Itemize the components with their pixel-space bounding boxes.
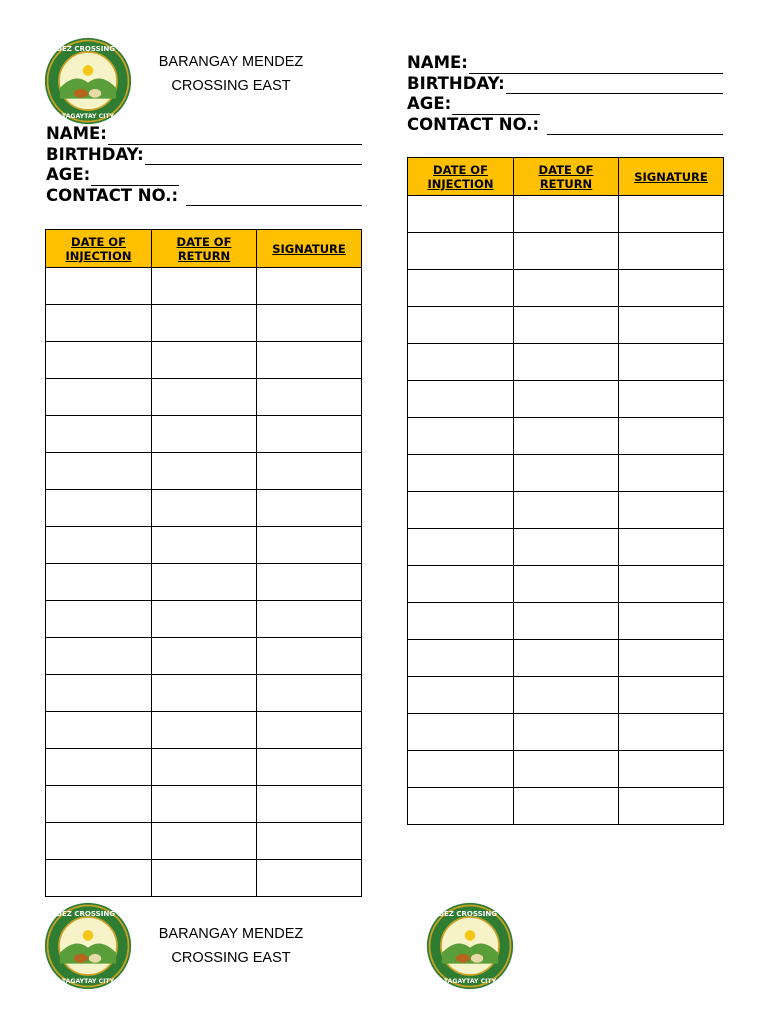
- date-of-injection-cell[interactable]: [408, 677, 514, 714]
- table-row: [46, 749, 362, 786]
- table-row: [408, 714, 724, 751]
- signature-cell[interactable]: [619, 233, 724, 270]
- date-of-injection-cell[interactable]: [408, 455, 514, 492]
- signature-cell[interactable]: [619, 455, 724, 492]
- date-of-return-cell[interactable]: [152, 601, 257, 638]
- table-row: [408, 529, 724, 566]
- table-row: [46, 305, 362, 342]
- signature-cell[interactable]: [257, 379, 362, 416]
- header-signature: SIGNATURE: [257, 230, 362, 268]
- barangay-line2: CROSSING EAST: [171, 78, 291, 94]
- date-of-injection-cell[interactable]: [46, 268, 152, 305]
- date-of-injection-cell[interactable]: [46, 527, 152, 564]
- seal-bottom-text: TAGAYTAY CITY: [443, 977, 497, 985]
- table-row: [46, 786, 362, 823]
- date-of-return-cell[interactable]: [514, 196, 619, 233]
- date-of-injection-cell[interactable]: [46, 342, 152, 379]
- seal-top-text: MENDEZ CROSSING EAST: [420, 909, 520, 919]
- table-row: [46, 416, 362, 453]
- barangay-seal-logo: [38, 902, 138, 990]
- table-row: [408, 418, 724, 455]
- name-label: NAME:: [407, 53, 468, 72]
- birthday-line[interactable]: [145, 149, 362, 165]
- date-of-return-cell[interactable]: [514, 418, 619, 455]
- date-of-return-cell[interactable]: [514, 270, 619, 307]
- name-label: NAME:: [46, 124, 107, 143]
- table-row: [408, 307, 724, 344]
- signature-cell[interactable]: [619, 640, 724, 677]
- name-line[interactable]: [469, 58, 723, 74]
- barangay-name: [146, 922, 316, 970]
- signature-cell[interactable]: [619, 788, 724, 825]
- date-of-return-cell[interactable]: [514, 566, 619, 603]
- seal-bottom-text: TAGAYTAY CITY: [61, 112, 115, 120]
- signature-cell[interactable]: [619, 677, 724, 714]
- signature-cell[interactable]: [257, 823, 362, 860]
- date-of-injection-cell[interactable]: [408, 788, 514, 825]
- date-of-injection-cell[interactable]: [46, 675, 152, 712]
- date-of-return-cell[interactable]: [514, 233, 619, 270]
- table-row: [408, 344, 724, 381]
- signature-cell[interactable]: [619, 566, 724, 603]
- table-row: [46, 490, 362, 527]
- injection-log-table-left: [45, 229, 362, 897]
- date-of-return-cell[interactable]: [514, 455, 619, 492]
- header-date-of-injection: DATE OF INJECTION: [408, 158, 514, 196]
- table-row: [408, 381, 724, 418]
- table-row: [46, 268, 362, 305]
- date-of-return-cell[interactable]: [152, 749, 257, 786]
- barangay-name: [146, 50, 316, 98]
- table-row: [408, 788, 724, 825]
- date-of-return-cell[interactable]: [152, 786, 257, 823]
- barangay-line1: BARANGAY MENDEZ: [158, 54, 304, 70]
- table-row: [408, 455, 724, 492]
- date-of-return-cell[interactable]: [514, 640, 619, 677]
- table-row: [408, 751, 724, 788]
- signature-cell[interactable]: [257, 527, 362, 564]
- barangay-line2: CROSSING EAST: [171, 950, 291, 966]
- table-row: [408, 640, 724, 677]
- barangay-line1: BARANGAY MENDEZ: [158, 926, 304, 942]
- header-date-of-return: DATE OF RETURN: [514, 158, 619, 196]
- date-of-return-cell[interactable]: [152, 823, 257, 860]
- birthday-line[interactable]: [506, 78, 723, 94]
- table-row: [46, 379, 362, 416]
- signature-cell[interactable]: [257, 453, 362, 490]
- contact-label: CONTACT NO.:: [46, 185, 179, 205]
- date-of-injection-cell[interactable]: [46, 601, 152, 638]
- header-date-of-return: DATE OF RETURN: [152, 230, 257, 268]
- date-of-injection-cell[interactable]: [408, 233, 514, 270]
- signature-cell[interactable]: [619, 492, 724, 529]
- table-row: [46, 823, 362, 860]
- date-of-return-cell[interactable]: [152, 379, 257, 416]
- signature-cell[interactable]: [257, 305, 362, 342]
- table-row: [408, 270, 724, 307]
- date-of-return-cell[interactable]: [152, 453, 257, 490]
- date-of-return-cell[interactable]: [514, 677, 619, 714]
- date-of-return-cell[interactable]: [514, 344, 619, 381]
- table-row: [46, 712, 362, 749]
- date-of-return-cell[interactable]: [514, 381, 619, 418]
- date-of-return-cell[interactable]: [152, 638, 257, 675]
- table-row: [46, 601, 362, 638]
- signature-cell[interactable]: [619, 603, 724, 640]
- patient-info-left: [46, 124, 362, 206]
- signature-cell[interactable]: [619, 381, 724, 418]
- date-of-return-cell[interactable]: [152, 527, 257, 564]
- date-of-return-cell[interactable]: [514, 529, 619, 566]
- date-of-injection-cell[interactable]: [46, 638, 152, 675]
- signature-cell[interactable]: [257, 268, 362, 305]
- seal-top-text: MENDEZ CROSSING EAST: [38, 44, 138, 54]
- header-signature: SIGNATURE: [619, 158, 724, 196]
- signature-cell[interactable]: [257, 416, 362, 453]
- birthday-label: BIRTHDAY:: [407, 73, 505, 93]
- signature-cell[interactable]: [257, 712, 362, 749]
- date-of-injection-cell[interactable]: [46, 564, 152, 601]
- signature-cell[interactable]: [619, 529, 724, 566]
- date-of-injection-cell[interactable]: [46, 786, 152, 823]
- signature-cell[interactable]: [619, 196, 724, 233]
- signature-cell[interactable]: [257, 786, 362, 823]
- date-of-injection-cell[interactable]: [408, 751, 514, 788]
- seal-bottom-text: TAGAYTAY CITY: [61, 977, 115, 985]
- signature-cell[interactable]: [619, 270, 724, 307]
- signature-cell[interactable]: [619, 751, 724, 788]
- age-line[interactable]: [452, 99, 540, 115]
- signature-cell[interactable]: [257, 860, 362, 897]
- date-of-return-cell[interactable]: [152, 675, 257, 712]
- table-row: [46, 638, 362, 675]
- table-row: [408, 196, 724, 233]
- table-row: [46, 564, 362, 601]
- table-row: [46, 675, 362, 712]
- date-of-injection-cell[interactable]: [408, 603, 514, 640]
- table-header-row: [408, 158, 724, 196]
- signature-cell[interactable]: [257, 342, 362, 379]
- signature-cell[interactable]: [257, 675, 362, 712]
- date-of-injection-cell[interactable]: [408, 714, 514, 751]
- date-of-injection-cell[interactable]: [46, 860, 152, 897]
- date-of-return-cell[interactable]: [152, 860, 257, 897]
- signature-cell[interactable]: [619, 418, 724, 455]
- age-label: AGE:: [46, 165, 91, 184]
- date-of-injection-cell[interactable]: [408, 196, 514, 233]
- signature-cell[interactable]: [257, 490, 362, 527]
- age-label: AGE:: [407, 94, 452, 113]
- date-of-injection-cell[interactable]: [408, 492, 514, 529]
- date-of-return-cell[interactable]: [514, 492, 619, 529]
- date-of-injection-cell[interactable]: [408, 529, 514, 566]
- injection-log-table-right: [407, 157, 724, 825]
- date-of-injection-cell[interactable]: [46, 453, 152, 490]
- date-of-injection-cell[interactable]: [408, 640, 514, 677]
- age-line[interactable]: [91, 170, 179, 186]
- signature-cell[interactable]: [257, 564, 362, 601]
- date-of-return-cell[interactable]: [514, 307, 619, 344]
- date-of-injection-cell[interactable]: [46, 416, 152, 453]
- date-of-return-cell[interactable]: [152, 416, 257, 453]
- date-of-return-cell[interactable]: [152, 268, 257, 305]
- date-of-injection-cell[interactable]: [46, 712, 152, 749]
- table-row: [46, 453, 362, 490]
- date-of-injection-cell[interactable]: [408, 307, 514, 344]
- contact-line[interactable]: [547, 119, 723, 135]
- table-row: [408, 492, 724, 529]
- signature-cell[interactable]: [619, 344, 724, 381]
- date-of-return-cell[interactable]: [152, 712, 257, 749]
- name-line[interactable]: [108, 129, 362, 145]
- date-of-injection-cell[interactable]: [408, 566, 514, 603]
- date-of-return-cell[interactable]: [152, 305, 257, 342]
- date-of-injection-cell[interactable]: [408, 418, 514, 455]
- date-of-injection-cell[interactable]: [408, 344, 514, 381]
- date-of-return-cell[interactable]: [152, 342, 257, 379]
- table-row: [46, 342, 362, 379]
- date-of-injection-cell[interactable]: [46, 749, 152, 786]
- date-of-injection-cell[interactable]: [46, 305, 152, 342]
- date-of-injection-cell[interactable]: [46, 490, 152, 527]
- contact-line[interactable]: [186, 190, 362, 206]
- seal-top-text: MENDEZ CROSSING EAST: [38, 909, 138, 919]
- date-of-return-cell[interactable]: [152, 490, 257, 527]
- date-of-injection-cell[interactable]: [46, 823, 152, 860]
- birthday-label: BIRTHDAY:: [46, 144, 144, 164]
- barangay-seal-logo: [420, 902, 520, 990]
- table-row: [408, 677, 724, 714]
- date-of-return-cell[interactable]: [514, 751, 619, 788]
- date-of-return-cell[interactable]: [514, 788, 619, 825]
- signature-cell[interactable]: [257, 638, 362, 675]
- table-header-row: [46, 230, 362, 268]
- signature-cell[interactable]: [257, 601, 362, 638]
- table-row: [408, 603, 724, 640]
- header-date-of-injection: DATE OF INJECTION: [46, 230, 152, 268]
- table-row: [408, 566, 724, 603]
- table-row: [46, 527, 362, 564]
- barangay-seal-logo: [38, 37, 138, 125]
- date-of-injection-cell[interactable]: [408, 270, 514, 307]
- table-row: [408, 233, 724, 270]
- patient-info-right: [407, 53, 723, 135]
- signature-cell[interactable]: [619, 714, 724, 751]
- date-of-return-cell[interactable]: [514, 714, 619, 751]
- date-of-return-cell[interactable]: [514, 603, 619, 640]
- table-row: [46, 860, 362, 897]
- date-of-return-cell[interactable]: [152, 564, 257, 601]
- date-of-injection-cell[interactable]: [46, 379, 152, 416]
- date-of-injection-cell[interactable]: [408, 381, 514, 418]
- contact-label: CONTACT NO.:: [407, 114, 540, 134]
- signature-cell[interactable]: [257, 749, 362, 786]
- signature-cell[interactable]: [619, 307, 724, 344]
